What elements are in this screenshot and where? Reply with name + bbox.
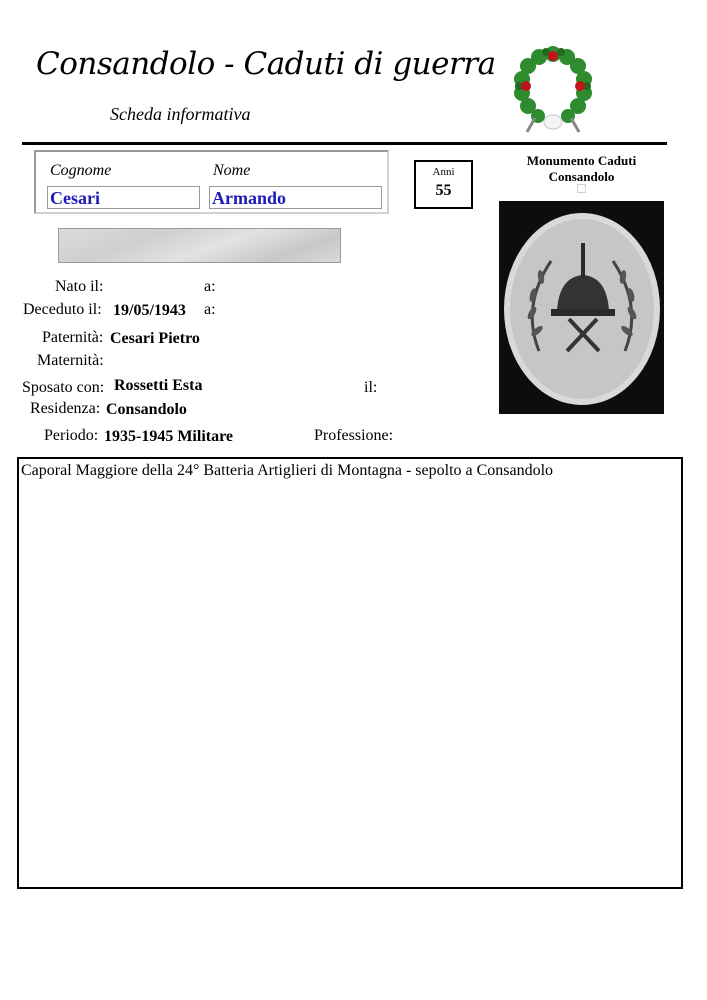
sposato-label: Sposato con:: [22, 379, 105, 396]
anni-value: 55: [435, 182, 452, 199]
nato-label: Nato il:: [55, 278, 104, 295]
anni-label: Anni: [432, 166, 455, 178]
wreath-icon: [505, 40, 601, 136]
periodo-value: 1935-1945 Militare: [104, 428, 234, 445]
monument-checkbox[interactable]: [577, 184, 586, 193]
sposato-data-label: il:: [364, 379, 378, 396]
paternita-value: Cesari Pietro: [110, 330, 200, 347]
deceduto-luogo-label: a:: [204, 301, 216, 318]
anni-box: [414, 160, 473, 209]
cognome-label: Cognome: [50, 162, 112, 179]
monument-photo: [499, 201, 664, 414]
residenza-value: Consandolo: [106, 401, 187, 418]
deceduto-value: 19/05/1943: [113, 302, 186, 319]
marble-plaque: [58, 228, 341, 263]
sposato-value: Rossetti Esta: [114, 377, 203, 394]
maternita-label: Maternità:: [37, 352, 104, 369]
nome-label: Nome: [213, 162, 251, 179]
residenza-label: Residenza:: [30, 400, 101, 417]
monument-title: Monumento Caduti Consandolo: [526, 153, 637, 184]
professione-label: Professione:: [314, 427, 394, 444]
cognome-field[interactable]: Cesari: [47, 186, 200, 209]
header-divider: [22, 142, 667, 145]
nome-field[interactable]: Armando: [209, 186, 382, 209]
periodo-label: Periodo:: [44, 427, 99, 444]
paternita-label: Paternità:: [42, 329, 104, 346]
notes-box[interactable]: Caporal Maggiore della 24° Batteria Artiglieri di Montagna - sepolto a Consandolo: [17, 457, 683, 889]
page-title: Consandolo - Caduti di guerra: [36, 46, 496, 82]
page-subtitle: Scheda informativa: [110, 104, 251, 124]
deceduto-label: Deceduto il:: [23, 301, 102, 318]
nato-luogo-label: a:: [204, 278, 216, 295]
